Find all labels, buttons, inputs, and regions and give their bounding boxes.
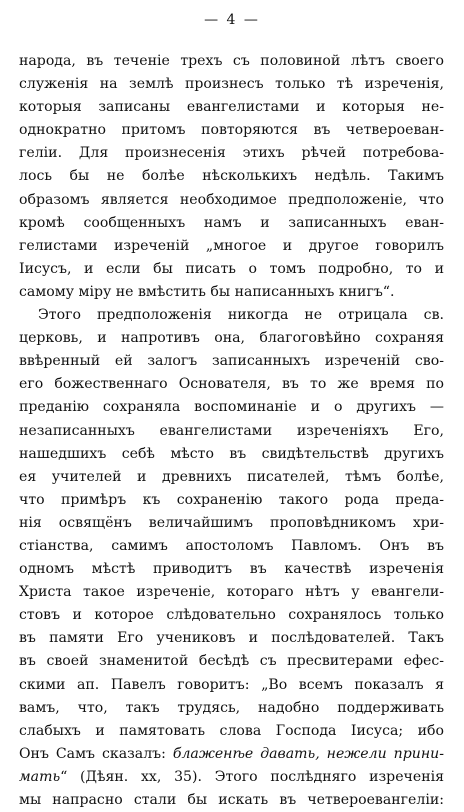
text-line: скими ап. Павелъ говоритъ: „Во всемъ показалъ я [19, 676, 444, 693]
line-text: “ (Дѣян. xx, 35). Этого послѣдняго изреченія [60, 768, 444, 785]
text-line: слабыхъ и памятовать слова Господа Іисуса; ибо [19, 722, 444, 739]
text-line: лось бы не болѣе нѣсколькихъ недѣль. Такимъ [19, 168, 444, 185]
text-line: незаписанныхъ евангелистами изреченіяхъ Его, [19, 422, 444, 439]
page-number: — 4 — [204, 12, 260, 28]
text-line: стовъ и которое слѣдовательно сохранялось только [19, 607, 444, 624]
text-line: служенія на землѣ произнесъ только тѣ изреченія, [19, 76, 444, 93]
line-text: Онъ Самъ сказалъ: [19, 745, 173, 762]
text-line: мы напрасно стали бы искать въ четвероевангеліи: [19, 792, 444, 808]
text-line: что примѣръ къ сохраненію такого рода преда- [19, 491, 444, 508]
text-line-with-quote [19, 743, 444, 766]
emphasized-quote: мать [19, 768, 61, 785]
text-line: Христа такое изреченіе, котораго нѣтъ у евангели- [19, 584, 444, 601]
text-line: Этого предположенія никогда не отрицала св. [38, 307, 444, 324]
text-line: нашедшихъ себѣ мѣсто въ свидѣтельствѣ другихъ [19, 445, 444, 462]
text-line: образомъ является необходимое предположеніе, что [19, 191, 444, 208]
text-line: однократно притомъ повторяются въ четвероеван- [19, 122, 444, 139]
text-line: гелистами изреченій „многое и другое говорилъ [19, 237, 444, 254]
text-line: кромѣ сообщенныхъ намъ и записанныхъ еван- [19, 214, 444, 231]
text-line: вамъ, что, такъ трудясь, надобно поддерживать [19, 699, 444, 716]
text-line: геліи. Для произнесенія этихъ рѣчей потребова- [19, 145, 444, 162]
text-line: ея учителей и древнихъ писателей, тѣмъ болѣе, [19, 468, 444, 485]
paragraph-2 [19, 304, 444, 812]
text-line: его божественнаго Основателя, въ то же время по [19, 376, 444, 393]
text-line: церковь, и напротивъ она, благоговѣйно сохраняя [19, 330, 444, 347]
text-line: которыя записаны евангелистами и которыя не- [19, 99, 444, 116]
text-line: ввѣренный ей залогъ записанныхъ изреченій сво- [19, 353, 444, 370]
text-line: одномъ мѣстѣ приводитъ въ качествѣ изреченія [19, 561, 444, 578]
text-line: въ своей знаменитой бесѣдѣ съ пресвитерами ефес- [19, 653, 444, 670]
text-line: народа, въ теченіе трехъ съ половиной лѣтъ своего [19, 53, 444, 69]
text-line: преданію сохраняла воспоминаніе и о другихъ — [19, 399, 444, 416]
text-line: нія освящёнъ величайшимъ проповѣдникомъ хри- [19, 514, 444, 531]
text-line: въ памяти Его учениковъ и послѣдователей. Такъ [19, 630, 444, 647]
text-line-with-quote [19, 766, 444, 789]
emphasized-quote: блаженѣе давать, нежели прини- [172, 745, 444, 762]
text-line: самому міру не вмѣстить бы написанныхъ книгъ“. [19, 283, 395, 300]
text-body [19, 50, 444, 812]
text-line: стіанства, самимъ апостоломъ Павломъ. Онъ въ [19, 537, 444, 554]
paragraph-1 [19, 50, 444, 304]
text-line: Іисусъ, и если бы писать о томъ подробно, то и [19, 260, 444, 277]
